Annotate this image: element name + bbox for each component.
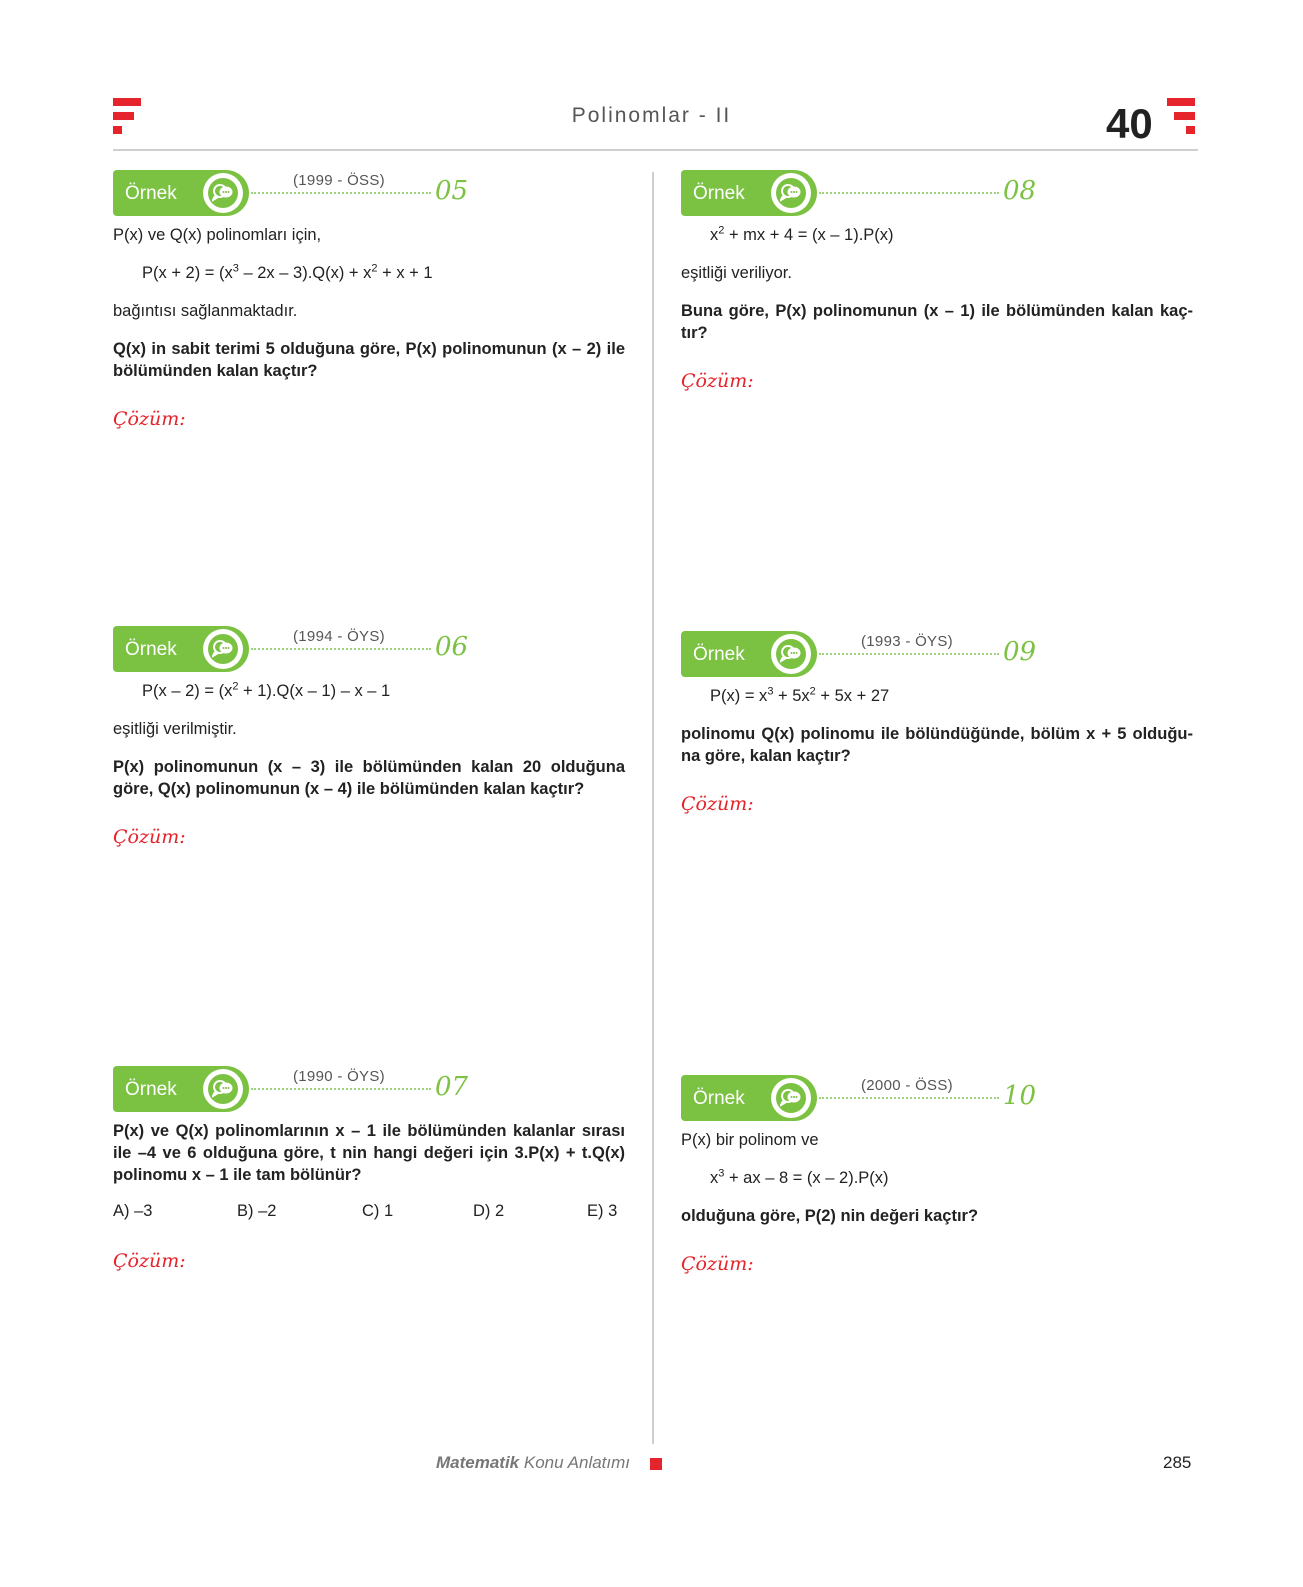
example-header: [681, 631, 1193, 681]
problem-statement: eşitliği veriliyor.: [681, 264, 792, 282]
example-badge: [681, 631, 817, 677]
problem-equation: $P(x) = x^3 + 5x^2 + 5x + 27$: [710, 685, 890, 705]
example-09: [681, 631, 1193, 815]
chapter-title: Polinomlar - II: [571, 104, 732, 127]
exam-year: (2000 - ÖSS): [861, 1077, 953, 1094]
chapter-number: 40: [1106, 100, 1153, 147]
answer-choices: [113, 1202, 625, 1224]
problem-intro: P(x) bir polinom ve: [681, 1131, 819, 1149]
example-badge-label: Örnek: [125, 639, 177, 660]
example-number: 08: [1003, 176, 1037, 206]
solution-label: Çözüm:: [113, 826, 186, 848]
problem-question: P(x) ve Q(x) polinomlarının x – 1 ile bölümünden kalanlar sırası ile –4 ve 6 olduğuna göre, t nin hangi değeri için 3.P(x) + t.Q(x) polinomu x – 1 ile tam bölünür?: [113, 1122, 625, 1184]
problem-question: Q(x) in sabit terimi 5 olduğuna göre, P(x) polinomunun (x – 2) ile bölümünden kalan kaçtır?: [113, 340, 625, 380]
choice-c: C) 1: [362, 1202, 394, 1220]
example-badge-label: Örnek: [693, 1088, 745, 1109]
header-divider: [113, 149, 1198, 151]
dotted-leader: [251, 648, 431, 650]
example-badge-label: Örnek: [693, 644, 745, 665]
example-05: [113, 170, 625, 430]
example-badge: [113, 1066, 249, 1112]
problem-intro: P(x) ve Q(x) polinomları için,: [113, 226, 322, 244]
choice-a: A) –3: [113, 1202, 153, 1220]
dotted-leader: [251, 192, 431, 194]
problem-question: Buna göre, P(x) polinomunun (x – 1) ile bölümünden kalan kaç-tır?: [681, 302, 1193, 342]
example-07: [113, 1066, 625, 1272]
speech-bubbles-icon: [780, 644, 802, 664]
speech-bubbles-icon: [780, 1088, 802, 1108]
problem-equation: $P(x - 2) = (x^2 + 1).Q(x - 1) - x - 1$: [142, 680, 391, 700]
solution-label: Çözüm:: [113, 1250, 186, 1272]
example-badge-label: Örnek: [125, 1079, 177, 1100]
speech-bubbles-icon: [212, 183, 234, 203]
example-badge: [681, 170, 817, 216]
problem-statement: bağıntısı sağlanmaktadır.: [113, 302, 298, 320]
example-08: [681, 170, 1193, 392]
footer-square-icon: [650, 1458, 662, 1470]
choice-e: E) 3: [587, 1202, 618, 1220]
exam-year: (1993 - ÖYS): [861, 633, 953, 650]
speech-bubbles-icon: [780, 183, 802, 203]
example-number: 10: [1003, 1081, 1037, 1111]
example-header: [113, 1066, 625, 1116]
exam-year: (1994 - ÖYS): [293, 628, 385, 645]
example-badge-label: Örnek: [125, 183, 177, 204]
column-divider: [652, 172, 654, 1444]
example-badge: [113, 170, 249, 216]
example-06: [113, 626, 625, 848]
problem-equation: $x^3$ + ax – 8 = (x – 2).P(x): [710, 1167, 889, 1187]
dotted-leader: [251, 1088, 431, 1090]
dotted-leader: [819, 653, 999, 655]
problem-equation: $x^2$ + mx + 4 = (x – 1).P(x): [710, 224, 894, 244]
exam-year: (1999 - ÖSS): [293, 172, 385, 189]
example-number: 09: [1003, 637, 1037, 667]
solution-label: Çözüm:: [681, 1253, 754, 1275]
brand-logo-right: [1167, 98, 1197, 140]
speech-bubbles-icon: [212, 639, 234, 659]
example-number: 07: [435, 1072, 469, 1102]
example-header: [681, 1075, 1193, 1125]
example-10: [681, 1075, 1193, 1275]
solution-label: Çözüm:: [681, 370, 754, 392]
example-number: 06: [435, 632, 469, 662]
problem-statement: eşitliği verilmiştir.: [113, 720, 237, 738]
choice-b: B) –2: [237, 1202, 277, 1220]
choice-d: D) 2: [473, 1202, 505, 1220]
example-badge: [681, 1075, 817, 1121]
solution-label: Çözüm:: [113, 408, 186, 430]
footer-book-title: [436, 1453, 630, 1473]
problem-question: olduğuna göre, P(2) nin değeri kaçtır?: [681, 1207, 979, 1225]
example-header: [113, 170, 625, 220]
example-badge-label: Örnek: [693, 183, 745, 204]
problem-question: P(x) polinomunun (x – 3) ile bölümünden kalan 20 olduğuna göre, Q(x) polinomunun (x – 4) ile bölümünden kalan kaçtır?: [113, 758, 625, 798]
problem-equation: $P(x + 2) = (x^3 - 2x - 3).Q(x) + x^2 + x + 1$: [142, 262, 433, 282]
solution-label: Çözüm:: [681, 793, 754, 815]
example-header: [681, 170, 1193, 220]
dotted-leader: [819, 1097, 999, 1099]
exam-year: (1990 - ÖYS): [293, 1068, 385, 1085]
footer-series: Konu Anlatımı: [519, 1453, 631, 1472]
footer-subject: Matematik: [436, 1453, 520, 1472]
speech-bubbles-icon: [212, 1079, 234, 1099]
page-number: 285: [1163, 1453, 1192, 1472]
example-badge: [113, 626, 249, 672]
example-header: [113, 626, 625, 676]
example-number: 05: [435, 176, 469, 206]
problem-question: polinomu Q(x) polinomu ile bölündüğünde, bölüm x + 5 olduğu-na göre, kalan kaçtır?: [681, 725, 1193, 765]
dotted-leader: [819, 192, 999, 194]
